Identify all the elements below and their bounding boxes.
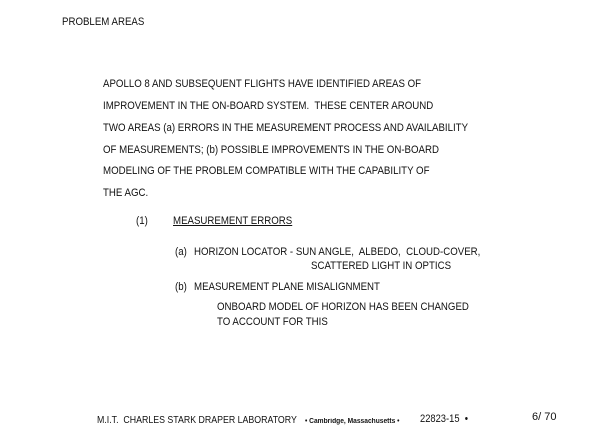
item-letter: (a) <box>175 246 187 258</box>
intro-line: IMPROVEMENT IN THE ON-BOARD SYSTEM. THESE CENTER AROUND <box>103 100 434 112</box>
footer-page: 6/ 70 <box>532 411 557 423</box>
section-number: (1) <box>136 215 148 227</box>
item-letter: (b) <box>175 281 187 293</box>
note-line: TO ACCOUNT FOR THIS <box>217 316 328 328</box>
section-heading: MEASUREMENT ERRORS <box>173 215 293 227</box>
footer-doc-number: 22823-15 • <box>420 413 468 425</box>
intro-line: OF MEASUREMENTS; (b) POSSIBLE IMPROVEMENTS IN THE ON-BOARD <box>103 144 439 156</box>
footer-location: • Cambridge, Massachusetts • <box>305 418 400 425</box>
intro-line: APOLLO 8 AND SUBSEQUENT FLIGHTS HAVE IDENTIFIED AREAS OF <box>103 78 422 90</box>
footer-lab: M.I.T. CHARLES STARK DRAPER LABORATORY <box>97 415 297 426</box>
item-text: HORIZON LOCATOR - SUN ANGLE, ALBEDO, CLOUD-COVER, <box>194 246 481 258</box>
item-text: MEASUREMENT PLANE MISALIGNMENT <box>194 281 380 293</box>
note-line: ONBOARD MODEL OF HORIZON HAS BEEN CHANGED <box>217 301 469 313</box>
item-continuation: SCATTERED LIGHT IN OPTICS <box>311 260 452 272</box>
intro-line: TWO AREAS (a) ERRORS IN THE MEASUREMENT PROCESS AND AVAILABILITY <box>103 122 469 134</box>
intro-line: THE AGC. <box>103 187 149 199</box>
intro-line: MODELING OF THE PROBLEM COMPATIBLE WITH THE CAPABILITY OF <box>103 165 430 177</box>
page-title: PROBLEM AREAS <box>62 16 145 28</box>
